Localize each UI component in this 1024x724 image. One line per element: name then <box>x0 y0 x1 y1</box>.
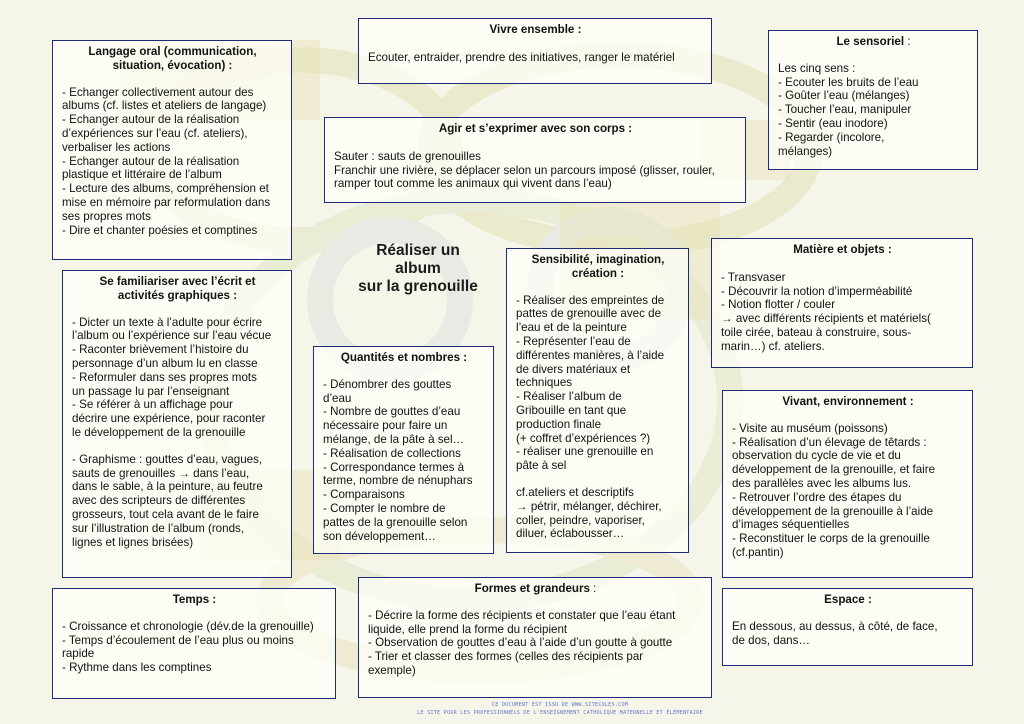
heading-line: situation, évocation) : <box>112 58 233 72</box>
espace-lines <box>732 620 964 648</box>
matiere-lines <box>721 271 964 354</box>
text-line: avec des scripteurs de différentes <box>72 494 246 508</box>
heading-line: Se familiariser avec l’écrit et <box>99 275 256 288</box>
text-line: d’images séquentielles <box>732 518 850 532</box>
heading-line: activités graphiques : <box>117 288 238 302</box>
text-line: → avec différents récipients et matériels( <box>721 312 931 326</box>
text-line: développement de la grenouille, et faire <box>732 463 936 477</box>
agir-lines <box>334 150 737 191</box>
text-line: - Reconstituer le corps de la grenouille <box>732 532 930 546</box>
text-line: - réaliser une grenouille en <box>516 445 654 459</box>
box-sensibilite-creation <box>506 248 689 553</box>
text-line: - Réalisation de collections <box>323 446 461 460</box>
text-line: pattes de la grenouille selon <box>323 515 468 529</box>
text-line: En dessous, au dessus, à côté, de face, <box>732 619 938 633</box>
langage-lines <box>62 86 283 238</box>
text-line: - Graphisme : gouttes d’eau, vagues, <box>72 452 263 466</box>
text-line: nécessaire pour faire un <box>323 419 448 433</box>
heading-ecrit <box>72 275 283 303</box>
text-line: mélanges) <box>778 144 833 158</box>
box-formes-grandeurs <box>358 577 712 698</box>
text-line: - Lecture des albums, compréhension et <box>62 182 269 196</box>
box-vivre-ensemble <box>358 18 712 84</box>
text-line: (cf.pantin) <box>732 545 784 559</box>
temps-lines <box>62 620 327 675</box>
sensoriel-lines <box>778 62 969 159</box>
text-line: - Se référer à un affichage pour <box>72 398 233 412</box>
text-line: - Réaliser des empreintes de <box>516 293 665 307</box>
text-line: ramper tout comme les animaux qui vivent dans l’eau) <box>334 177 612 191</box>
text-line: albums (cf. listes et ateliers de langage) <box>62 99 267 113</box>
heading-text: Formes et grandeurs <box>474 582 590 595</box>
heading-line: création : <box>571 266 625 280</box>
box-temps <box>52 588 336 699</box>
text-line: plastique et littéraire de l’album <box>62 168 222 182</box>
footer-line: LE SITE POUR LES PROFESSIONNELS DE L'ENSEIGNEMENT CATHOLIQUE MATERNELLE ET ÉLÉMENTAIRE <box>417 710 703 716</box>
text-line: d’eau <box>323 391 352 405</box>
vivre-lines <box>368 51 703 65</box>
ecrit-lines-b <box>72 453 283 550</box>
text-line: production finale <box>516 417 602 431</box>
text-line: - Trier et classer des formes (celles des récipients par <box>368 650 644 664</box>
text-line: le développement de la grenouille <box>72 425 246 439</box>
text-line: - Rythme dans les comptines <box>62 661 212 675</box>
text-line: ses propres mots <box>62 209 151 223</box>
text-line: mélange, de la pâte à sel… <box>323 432 465 446</box>
text-line: - Sentir (eau inodore) <box>778 116 888 130</box>
text-line: différentes manières, à l’aide <box>516 348 665 362</box>
text-line: - Raconter brièvement l’histoire du <box>72 343 249 357</box>
heading-langage-oral <box>62 45 283 73</box>
text-line: - Retrouver l’ordre des étapes du <box>732 490 902 504</box>
text-line: son développement… <box>323 529 436 543</box>
text-line: observation du cycle de vie et du <box>732 449 901 463</box>
text-line: un passage lu par l’enseignant <box>72 384 230 398</box>
text-line: dans le sable, à la peinture, au feutre <box>72 480 263 494</box>
footer-credit <box>380 701 740 717</box>
text-line: - Regarder (incolore, <box>778 130 885 144</box>
text-line: - Visite au muséum (poissons) <box>732 421 888 435</box>
box-langage-oral <box>52 40 292 260</box>
text-line: techniques <box>516 376 573 390</box>
text-line: - Découvrir la notion d’imperméabilité <box>721 284 913 298</box>
text-line: coller, peindre, vaporiser, <box>516 513 645 527</box>
text-line: exemple) <box>368 663 416 677</box>
heading-line: Sensibilité, imagination, <box>531 253 665 266</box>
text-line: → pétrir, mélanger, déchirer, <box>516 499 662 513</box>
text-line: sur l’illustration de l’album (ronds, <box>72 521 245 535</box>
text-line: l’album ou l’expérience sur l’eau vécue <box>72 329 272 343</box>
text-line: de dos, dans… <box>732 633 810 647</box>
heading-quantites: Quantités et nombres : <box>340 351 468 364</box>
spacer <box>516 473 680 486</box>
text-line: rapide <box>62 647 95 661</box>
box-espace <box>722 588 973 666</box>
text-line: Les cinq sens : <box>778 61 856 75</box>
text-line: liquide, elle prend la forme du récipient <box>368 622 568 636</box>
ecrit-lines-a <box>72 316 283 440</box>
text-line: Ecouter, entraider, prendre des initiatives, ranger le matériel <box>368 50 675 64</box>
text-line: des parallèles avec les albums lus. <box>732 476 912 490</box>
text-line: diluer, éclabousser… <box>516 527 625 541</box>
text-line: d’expériences sur l’eau (cf. ateliers), <box>62 126 248 140</box>
text-line: - Echanger autour de la réalisation <box>62 113 240 127</box>
formes-lines <box>368 609 703 678</box>
heading-temps: Temps : <box>172 593 217 606</box>
heading-espace: Espace : <box>824 593 872 606</box>
page-title <box>340 242 496 296</box>
text-line: - Ecouter les bruits de l’eau <box>778 75 919 89</box>
text-line: - Reformuler dans ses propres mots <box>72 370 257 384</box>
title-line: Réaliser un <box>376 242 460 259</box>
heading-text: Le sensoriel <box>836 35 905 48</box>
title-line: sur la grenouille <box>358 278 478 295</box>
quantites-lines <box>323 378 485 544</box>
text-line: - Dicter un texte à l’adulte pour écrire <box>72 315 263 329</box>
spacer <box>72 440 283 453</box>
text-line: - Echanger autour de la réalisation <box>62 154 240 168</box>
text-line: - Réalisation d’un élevage de têtards : <box>732 435 927 449</box>
text-line: grosseurs, tout cela avant de le faire <box>72 507 259 521</box>
text-line: - Représenter l’eau de <box>516 334 631 348</box>
heading-agir-corps: Agir et s’exprimer avec son corps : <box>438 122 633 135</box>
text-line: développement de la grenouille à l’aide <box>732 504 934 518</box>
heading-formes <box>368 582 703 596</box>
text-line: - Transvaser <box>721 270 786 284</box>
text-line: de divers matériaux et <box>516 362 631 376</box>
text-line: cf.ateliers et descriptifs <box>516 485 634 499</box>
text-line: - Temps d’écoulement de l’eau plus ou moins <box>62 633 294 647</box>
text-line: - Réaliser l’album de <box>516 390 622 404</box>
heading-matiere: Matière et objets : <box>793 243 892 256</box>
sensibilite-lines-a <box>516 294 680 473</box>
heading-sensoriel <box>778 35 969 49</box>
text-line: sauts de grenouilles → dans l’eau, <box>72 466 250 480</box>
box-quantites-nombres <box>313 346 494 554</box>
text-line: - Correspondance termes à <box>323 460 465 474</box>
box-vivant-environnement <box>722 390 973 578</box>
text-line: - Dire et chanter poésies et comptines <box>62 223 258 237</box>
text-line: Gribouille en tant que <box>516 403 627 417</box>
text-line: pattes de grenouille avec de <box>516 307 662 321</box>
text-line: mise en mémoire par reformulation dans <box>62 195 271 209</box>
box-matiere-objets <box>711 238 973 368</box>
text-line: lignes et lignes brisées) <box>72 535 194 549</box>
heading-vivant: Vivant, environnement : <box>782 395 914 408</box>
text-line: Sauter : sauts de grenouilles <box>334 149 481 163</box>
heading-suffix: : <box>589 582 597 595</box>
text-line: - Croissance et chronologie (dév.de la grenouille) <box>62 619 314 633</box>
text-line: - Goûter l’eau (mélanges) <box>778 89 910 103</box>
text-line: terme, nombre de nénuphars <box>323 474 473 488</box>
text-line: - Nombre de gouttes d’eau <box>323 405 461 419</box>
text-line: toile cirée, bateau à construire, sous- <box>721 325 912 339</box>
heading-sensibilite <box>516 253 680 281</box>
text-line: - Compter le nombre de <box>323 501 446 515</box>
text-line: - Toucher l’eau, manipuler <box>778 103 912 117</box>
text-line: - Comparaisons <box>323 488 405 502</box>
text-line: - Dénombrer des gouttes <box>323 377 452 391</box>
text-line: décrire une expérience, pour raconter <box>72 412 266 426</box>
text-line: (+ coffret d’expériences ?) <box>516 431 651 445</box>
text-line: pâte à sel <box>516 459 567 473</box>
heading-line: Langage oral (communication, <box>88 45 257 58</box>
text-line: personnage d’un album lu en classe <box>72 356 258 370</box>
box-sensoriel <box>768 30 978 170</box>
text-line: Franchir une rivière, se déplacer selon un parcours imposé (glisser, rouler, <box>334 163 715 177</box>
text-line: marin…) cf. ateliers. <box>721 339 825 353</box>
text-line: - Observation de gouttes d’eau à l’aide d’un goutte à goutte <box>368 636 673 650</box>
text-line: - Décrire la forme des récipients et constater que l’eau étant <box>368 608 676 622</box>
text-line: - Notion flotter / couler <box>721 298 836 312</box>
text-line: l’eau et de la peinture <box>516 321 627 335</box>
box-agir-corps <box>324 117 746 203</box>
box-ecrit-graphisme <box>62 270 292 578</box>
footer-line: CE DOCUMENT EST ISSU DE WWW.SITECOLES.COM <box>491 702 629 708</box>
title-line: album <box>395 260 441 277</box>
heading-vivre-ensemble: Vivre ensemble : <box>489 23 582 36</box>
text-line: verbaliser les actions <box>62 140 171 154</box>
text-line: - Echanger collectivement autour des <box>62 85 254 99</box>
vivant-lines <box>732 422 964 560</box>
heading-suffix: : <box>904 35 911 48</box>
sensibilite-lines-b <box>516 486 680 541</box>
